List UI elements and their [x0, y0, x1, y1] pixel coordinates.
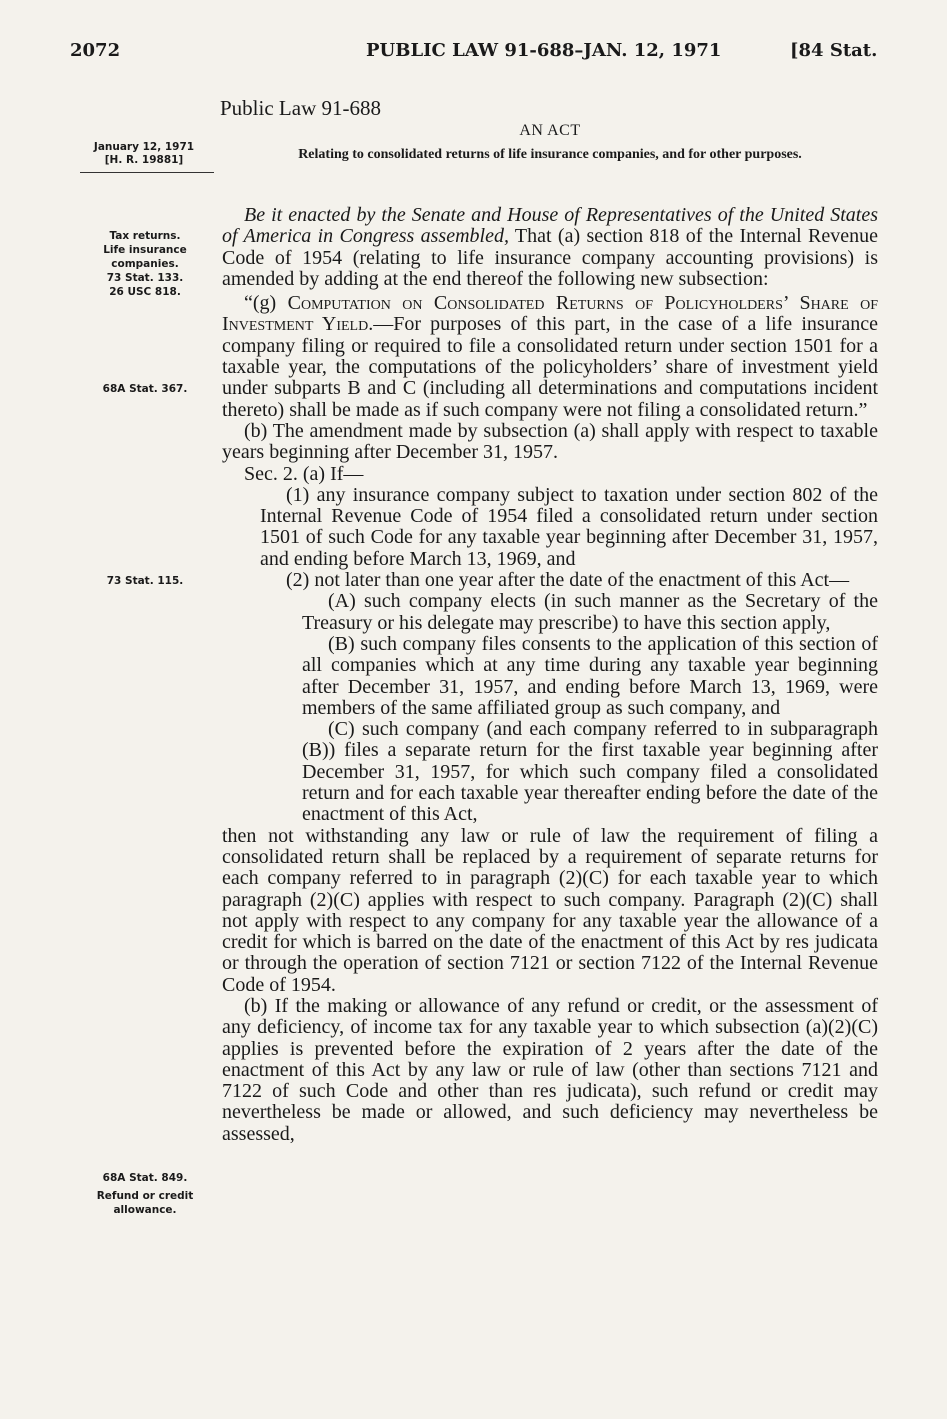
margin-26-usc-818: 26 USC 818.	[109, 286, 181, 298]
margin-68a-stat-849: 68A Stat. 849.	[102, 1172, 188, 1184]
section-1a-text: That (a) section 818 of the Internal Revenue Code of 1954 (relating to life insurance company accounting provisions) is amended by adding at the end thereof the following new subsection:	[222, 225, 878, 290]
subsection-g-label: “(g)	[244, 292, 288, 315]
subsection-g-heading: Computation on Consolidated Returns of Policyholders’ Share of Investment Yield.	[222, 292, 879, 336]
margin-tax-returns: Tax returns.	[109, 230, 181, 242]
enacting-clause	[222, 205, 878, 290]
margin-bill-number: [H. R. 19881]	[104, 154, 184, 166]
enacting-formula: Be it enacted by the Senate and House of Representatives of the United States of America in Congress assembled,	[222, 204, 878, 248]
page-number: 2072	[70, 40, 121, 61]
subparagraph-a: (A) such company elects (in such manner as the Secretary of the Treasury or his delegate may prescribe) to have this section apply,	[302, 590, 878, 634]
paragraph-2: (2) not later than one year after the date of the enactment of this Act—	[286, 569, 850, 592]
margin-68a-stat-367: 68A Stat. 367.	[102, 383, 188, 395]
margin-date: January 12, 1971	[93, 141, 195, 153]
margin-refund-or-credit: Refund or credit	[96, 1190, 194, 1202]
an-act-heading: AN ACT	[519, 122, 581, 139]
running-title: PUBLIC LAW 91-688–JAN. 12, 1971	[366, 40, 722, 61]
margin-companies: companies.	[111, 258, 179, 270]
subparagraph-b: (B) such company files consents to the application of this section of all companies which at any time during any taxable year beginning after December 31, 1957, and ending before March 13, 1969, were members of the same affiliated group as such company, and	[302, 632, 878, 719]
public-law-number: Public Law 91-688	[220, 96, 381, 120]
section-1b: (b) The amendment made by subsection (a) shall apply with respect to taxable years beginning after December 31, 1957.	[222, 419, 878, 464]
subsection-g	[222, 293, 878, 421]
subparagraph-c: (C) such company (and each company referred to in subparagraph (B)) files a separate return for the first taxable year beginning after December 31, 1957, for which such company filed a consolidated return and for each taxable year thereafter ending before the date of the enactment of this Act,	[302, 718, 878, 826]
margin-73-stat-115: 73 Stat. 115.	[106, 575, 184, 587]
flush-text: then not withstanding any law or rule of law the requirement of filing a consolidated return shall be replaced by a requirement of separate returns for each company referred to in paragraph (2)(C) for each taxable year to which paragraph (2)(C) applies with respect to such company. Paragraph (2)(C) shall not apply with respect to any company for any taxable year the allowance of a credit for which is barred on the date of the enactment of this Act by res judicata or through the operation of section 7121 or section 7122 of the Internal Revenue Code of 1954.	[222, 824, 878, 996]
margin-life-insurance: Life insurance	[103, 244, 187, 256]
statute-reference: [84 Stat.	[790, 40, 878, 61]
law-body	[222, 205, 878, 1145]
section-2-heading: Sec. 2. (a) If—	[244, 462, 364, 485]
margin-73-stat-133: 73 Stat. 133.	[106, 272, 184, 284]
paragraph-1: (1) any insurance company subject to taxation under section 802 of the Internal Revenue Code of 1954 filed a consolidated return under section 1501 of such Code for any taxable year beginning after December 31, 1957, and ending before March 13, 1969, and	[260, 483, 878, 570]
section-2b: (b) If the making or allowance of any refund or credit, or the assessment of any deficiency, of income tax for any taxable year to which subsection (a)(2)(C) applies is prevented before the expiration of 2 years after the date of the enactment of this Act by any law or rule of law (other than sections 7121 and 7122 of such Code and other than res judicata), such refund or credit may nevertheless be made or allowed, and such deficiency may nevertheless be assessed,	[222, 994, 878, 1145]
subsection-g-text: —For purposes of this part, in the case of a life insurance company filing or required to file a consolidated return under section 1501 for a taxable year, the computations of the policyholders’ share of investment yield under subparts B and C (including all determinations and computations incident thereto) shall be made as if such company were not filing a consolidated return.”	[222, 313, 878, 421]
margin-allowance: allowance.	[113, 1204, 177, 1216]
act-purpose: Relating to consolidated returns of life insurance companies, and for other purposes.	[298, 147, 802, 162]
margin-rule	[80, 172, 214, 173]
